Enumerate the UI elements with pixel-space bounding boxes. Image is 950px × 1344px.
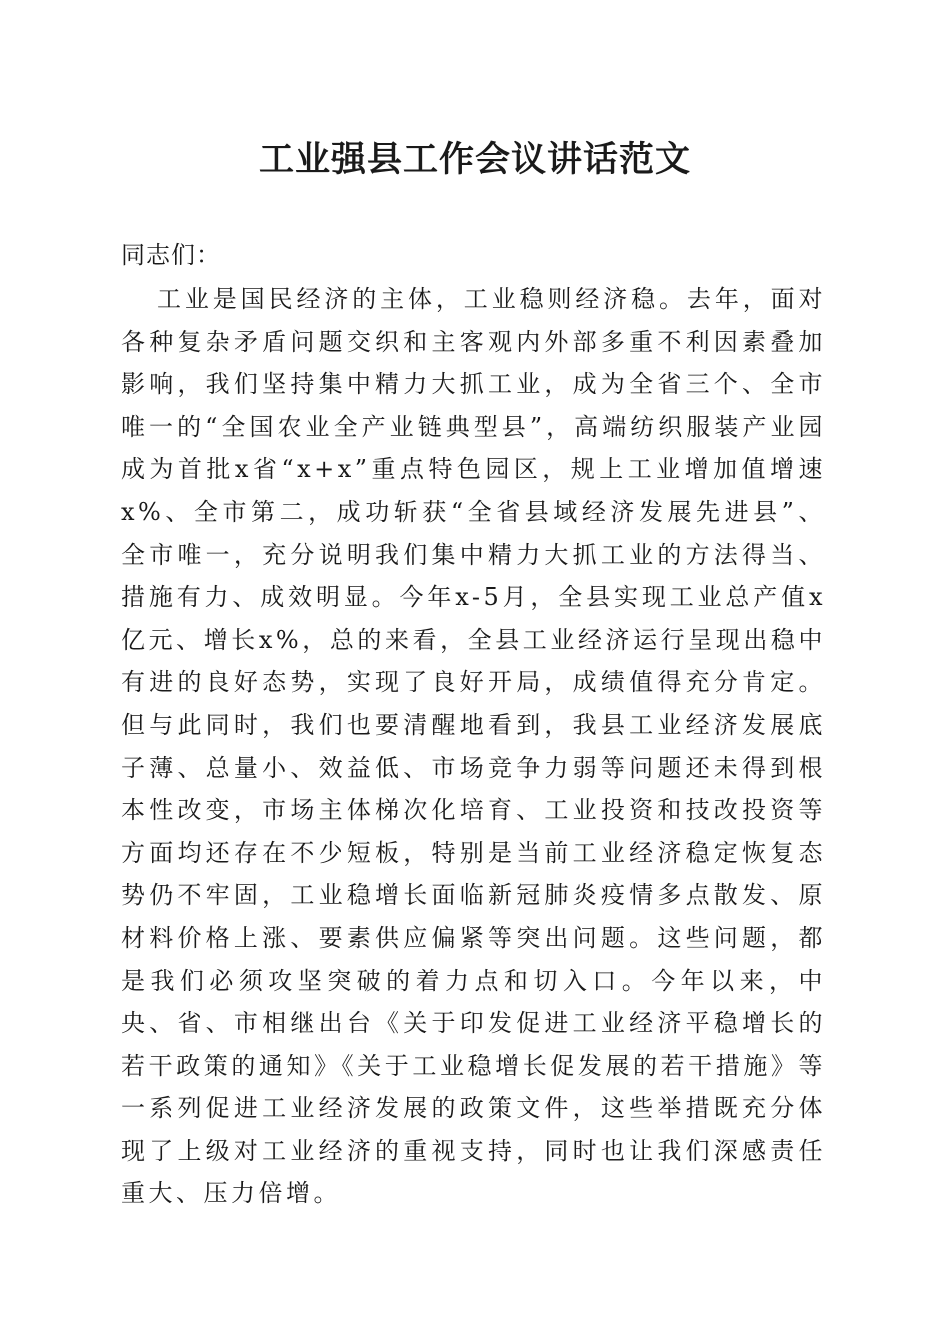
body-paragraph: 工业是国民经济的主体，工业稳则经济稳。去年，面对各种复杂矛盾问题交织和主客观内外部多重不利因素叠加影响，我们坚持集中精力大抓工业，成为全省三个、全市唯一的“全国农业全产业链典型县”，高端纺织服装产业园成为首批x省“x+x”重点特色园区，规上工业增加值增速x%、全市第二，成功斩获“全省县域经济发展先进县”、全市唯一，充分说明我们集中精力大抓工业的方法得当、措施有力、成效明显。今年x-5月，全县实现工业总产值x亿元、增长x%，总的来看，全县工业经济运行呈现出稳中有进的良好态势，实现了良好开局，成绩值得充分肯定。但与此同时，我们也要清醒地看到，我县工业经济发展底子薄、总量小、效益低、市场竞争力弱等问题还未得到根本性改变，市场主体梯次化培育、工业投资和技改投资等方面均还存在不少短板，特别是当前工业经济稳定恢复态势仍不牢固，工业稳增长面临新冠肺炎疫情多点散发、原材料价格上涨、要素供应偏紧等突出问题。这些问题，都是我们必须攻坚突破的着力点和切入口。今年以来，中央、省、市相继出台《关于印发促进工业经济平稳增长的若干政策的通知》《关于工业稳增长促发展的若干措施》等一系列促进工业经济发展的政策文件，这些举措既充分体现了上级对工业经济的重视支持，同时也让我们深感责任重大、压力倍增。 [121, 285, 826, 1208]
salutation: 同志们： [121, 241, 221, 269]
page-title: 工业强县工作会议讲话范文 [258, 139, 691, 180]
